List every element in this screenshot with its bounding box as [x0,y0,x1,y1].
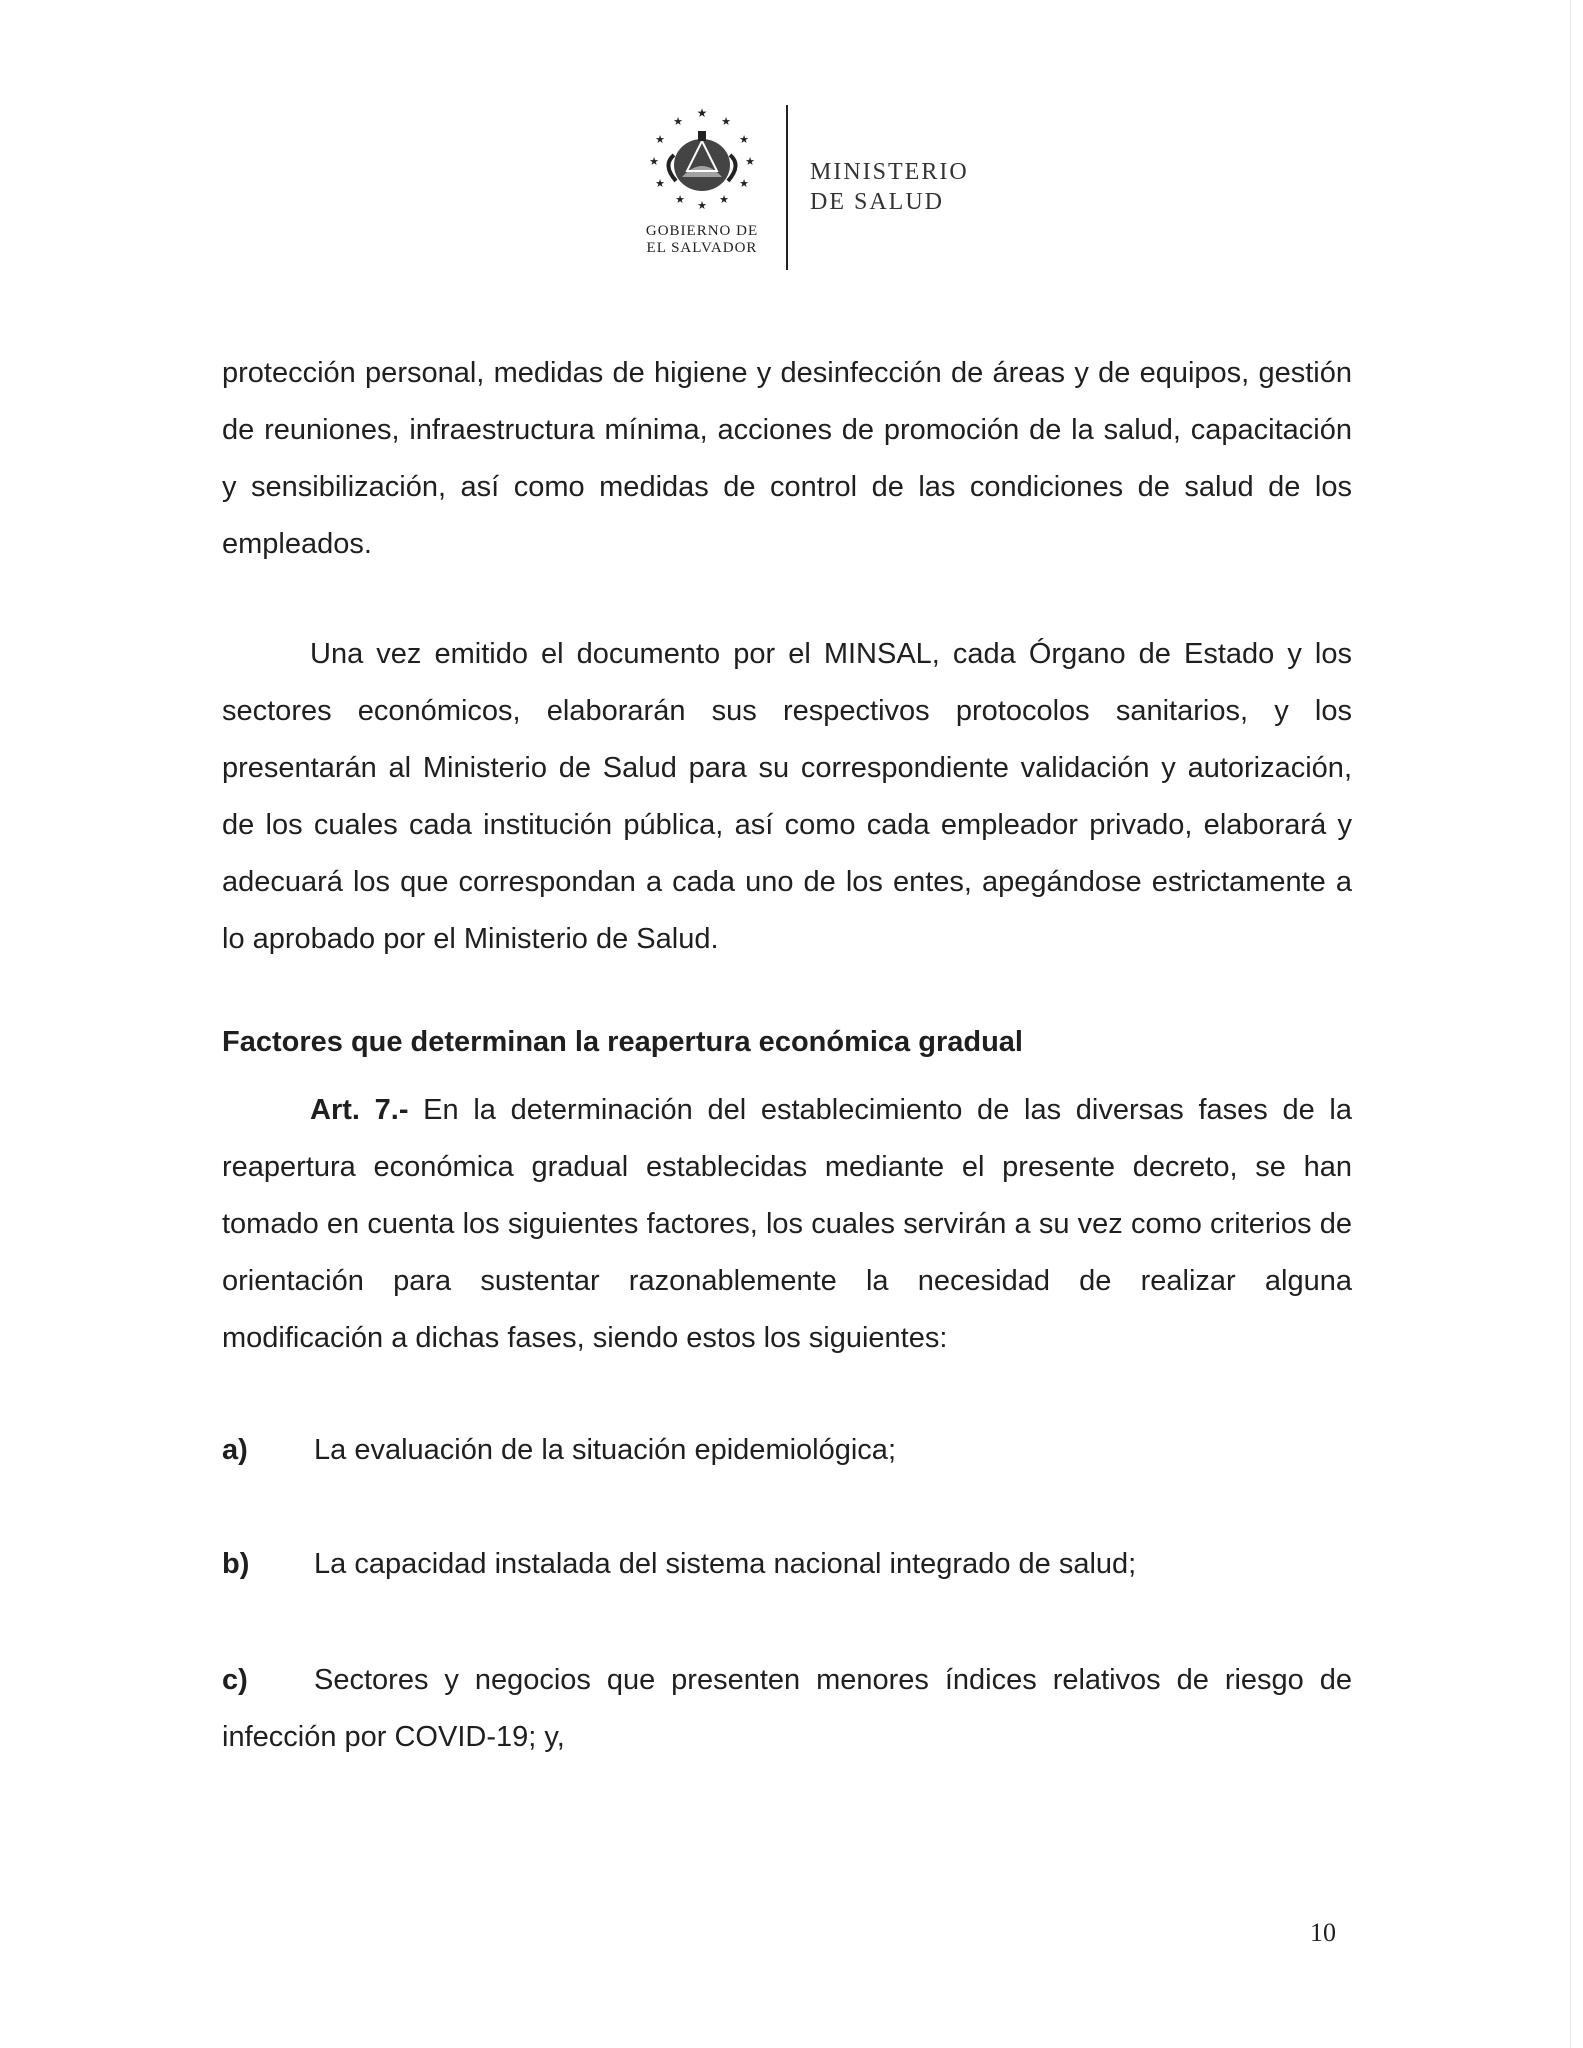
government-seal-icon [642,105,762,227]
ministry-name [810,157,969,217]
section-heading: Factores que determinan la reapertura económica gradual [222,1026,1023,1058]
government-line-1: GOBIERNO DE [645,223,759,239]
svg-text:★: ★ [745,156,755,168]
svg-text:★: ★ [719,194,729,206]
list-item [222,1422,1352,1479]
svg-text:★: ★ [696,106,708,120]
government-name [620,223,784,257]
list-item-label: c) [222,1664,248,1696]
svg-text:★: ★ [673,116,683,128]
list-item [222,1652,1352,1766]
article-text: En la determinación del establecimiento de las diversas fases de la reapertura económica gradual establecidas mediante el presente decreto, se han tomado en cuenta los siguientes factores, los cuales servirán a su vez como criterios de orientación para sustentar razonablemente la necesidad de realizar alguna modificación a dichas fases, siendo estos los siguientes: [222,1094,1352,1354]
svg-text:★: ★ [655,134,665,146]
list-item-text: La evaluación de la situación epidemiológica; [314,1434,896,1466]
ministry-line-2: DE SALUD [810,189,944,215]
article-7-paragraph [222,1082,1352,1367]
page-header [620,105,1000,275]
government-line-2: EL SALVADOR [646,240,758,256]
scan-edge-line [1570,0,1571,2048]
svg-text:★: ★ [649,156,659,168]
svg-text:★: ★ [739,178,749,190]
svg-text:★: ★ [721,116,731,128]
paragraph-1: protección personal, medidas de higiene y desinfección de áreas y de equipos, gestión de reuniones, infraestructura mínima, acciones de promoción de la salud, capacitación y sensibilización, así como medidas de control de las condiciones de salud de los empleados. [222,357,1352,560]
list-item-label: b) [222,1548,250,1580]
list-item [222,1536,1352,1593]
list-item-text: Sectores y negocios que presenten menores índices relativos de riesgo de infección por COVID-19; y, [222,1664,1352,1753]
svg-text:★: ★ [675,194,685,206]
list-item-label: a) [222,1434,248,1466]
list-item-text: La capacidad instalada del sistema nacional integrado de salud; [314,1548,1137,1580]
article-label: Art. 7.- [310,1094,409,1126]
svg-text:★: ★ [697,200,707,212]
page-number: 10 [1310,1918,1336,1947]
paragraph-2: Una vez emitido el documento por el MINSAL, cada Órgano de Estado y los sectores económicos, elaborarán sus respectivos protocolos sanitarios, y los presentarán al Ministerio de Salud para su correspondiente validación y autorización, de los cuales cada institución pública, así como cada empleador privado, elaborará y adecuará los que correspondan a cada uno de los entes, apegándose estrictamente a lo aprobado por el Ministerio de Salud. [222,638,1352,955]
header-divider [786,105,788,270]
svg-text:★: ★ [739,134,749,146]
ministry-line-1: MINISTERIO [810,159,969,185]
svg-text:★: ★ [655,178,665,190]
